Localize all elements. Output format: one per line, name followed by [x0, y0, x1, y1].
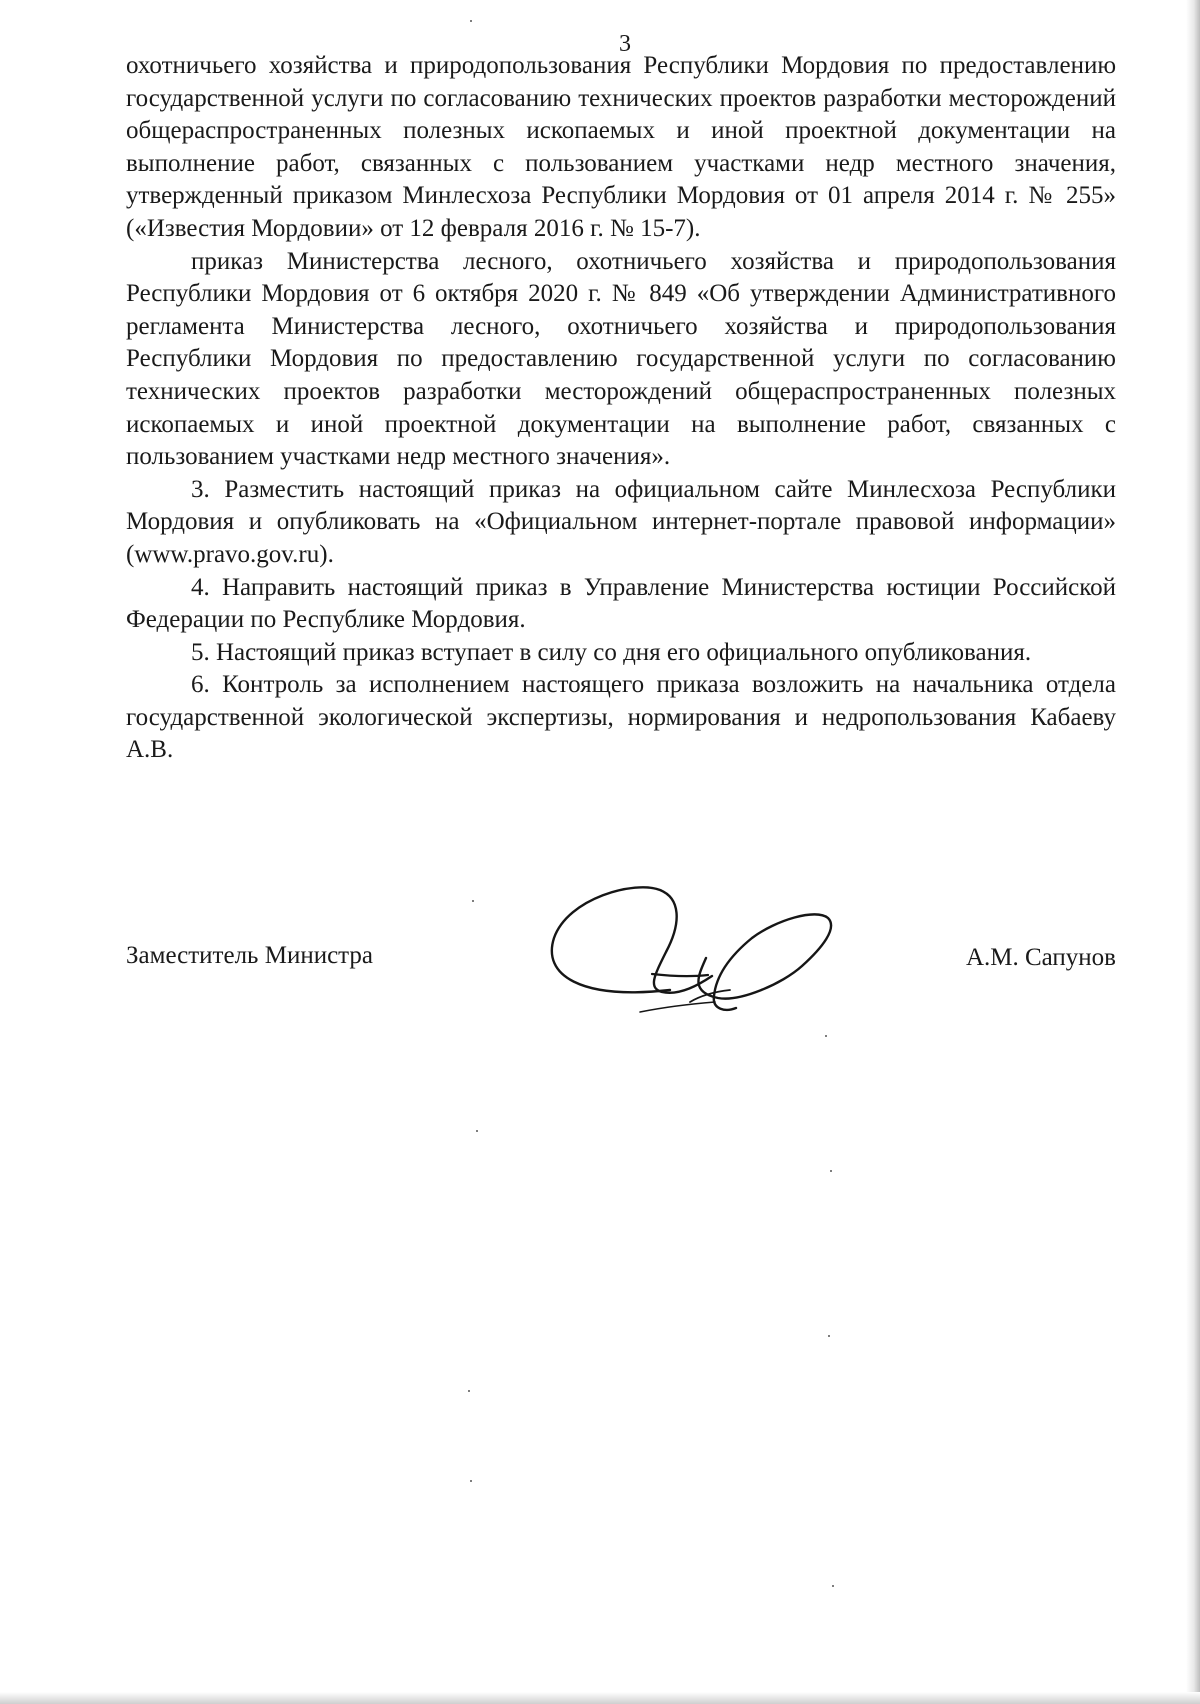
paragraph-item-6: 6. Контроль за исполнением настоящего приказа возложить на начальника отдела государственной экологической экспертизы, нормирования и недропользования Кабаеву А.В.: [126, 671, 1116, 764]
scan-speck: [468, 1390, 470, 1392]
paragraph-item-3: 3. Разместить настоящий приказ на официальном сайте Минлесхоза Республики Мордовия и опубликовать на «Официальном интернет-портале правовой информации» (www.pravo.gov.ru).: [126, 475, 1116, 568]
signer-name: А.М. Сапунов: [965, 944, 1116, 971]
scan-speck: [825, 1035, 827, 1037]
scan-speck: [472, 900, 474, 902]
handwritten-signature: [540, 880, 870, 1020]
scan-edge-bottom: [0, 1692, 1200, 1704]
page-number: 3: [619, 31, 631, 57]
paragraph-order-reference: приказ Министерства лесного, охотничьего хозяйства и природопользования Республики Мордовия от 6 октября 2020 г. № 849 «Об утверждении Административного регламента Министерства лесного, охотничьего хозяйства и природопользования Республики Мордовия по предоставлению государственной услуги по согласованию технических проектов разработки месторождений общераспространенных полезных ископаемых и иной проектной документации на выполнение работ, связанных с пользованием участками недр местного значения».: [126, 247, 1116, 471]
paragraph-item-4: 4. Направить настоящий приказ в Управление Министерства юстиции Российской Федерации по Республике Мордовия.: [126, 573, 1116, 634]
paragraph-continuation: охотничьего хозяйства и природопользования Республики Мордовия по предоставлению государственной услуги по согласованию технических проектов разработки месторождений общераспространенных полезных ископаемых и иной проектной документации на выполнение работ, связанных с пользованием участками недр местного значения, утвержденный приказом Минлесхоза Республики Мордовия от 01 апреля 2014 г. № 255» («Известия Мордовии» от 12 февраля 2016 г. № 15-7).: [126, 52, 1116, 242]
scan-speck: [470, 20, 472, 22]
signature-block: [126, 880, 1116, 1020]
paragraph-item-5: 5. Настоящий приказ вступает в силу со дня его официального опубликования.: [191, 638, 1032, 666]
scan-speck: [476, 1130, 478, 1132]
scan-speck: [830, 1170, 832, 1172]
scan-speck: [828, 1335, 830, 1337]
signer-position: Заместитель Министра: [126, 942, 373, 969]
scan-speck: [470, 1480, 472, 1482]
document-body: [126, 50, 1116, 767]
scan-edge-right: [1186, 0, 1200, 1704]
scan-speck: [832, 1585, 834, 1587]
